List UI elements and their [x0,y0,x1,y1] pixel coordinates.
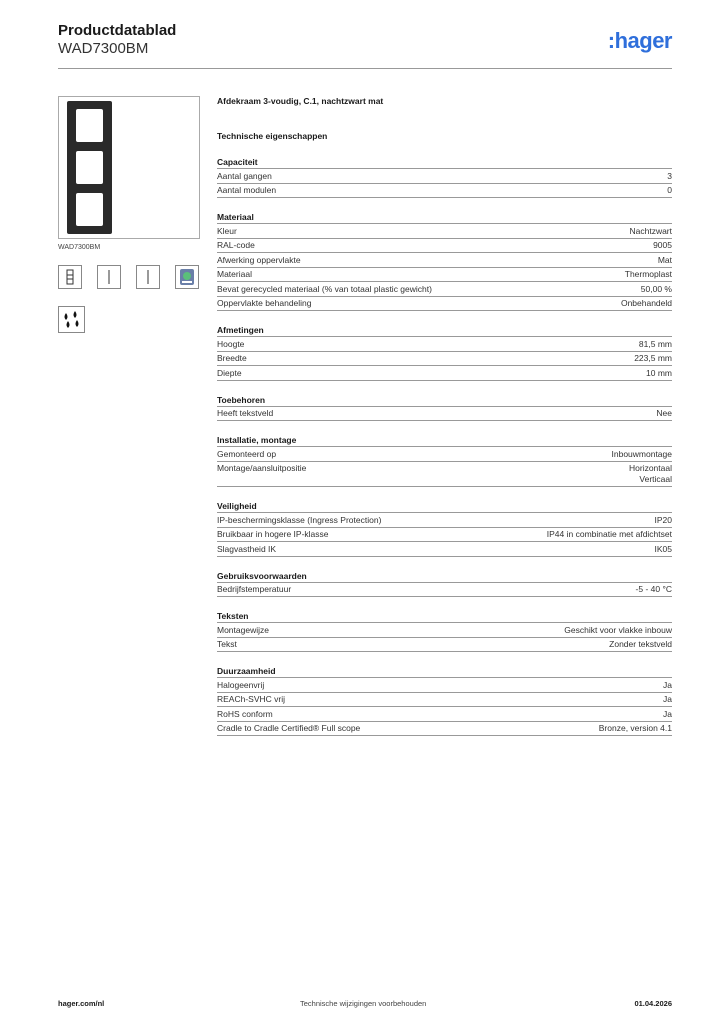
cover-frame-graphic [67,101,112,234]
property-value: 223,5 mm [634,353,672,363]
property-row [217,337,672,352]
document-title: Productdatablad [58,22,177,39]
property-row [217,253,672,268]
section-title: Toebehoren [217,394,672,407]
property-value: 81,5 mm [638,338,672,349]
section-title: Gebruiksvoorwaarden [217,570,672,583]
property-value: Ja [663,679,672,690]
property-row [217,678,672,693]
property-label: Gemonteerd op [217,448,277,459]
property-row [217,169,672,184]
property-row [217,224,672,239]
single-line-icon [97,265,121,289]
footer-date: 01.04.2026 [634,999,672,1008]
property-label: Bevat gerecycled materiaal (% van totaal plastic gewicht) [217,283,432,294]
section-title: Installatie, montage [217,434,672,447]
property-value: 10 mm [646,367,672,378]
property-label: IP-beschermingsklasse (Ingress Protection) [217,514,382,525]
property-label: Afwerking oppervlakte [217,254,301,265]
section-title: Veiligheid [217,500,672,513]
image-caption: WAD7300BM [58,244,101,251]
property-label: RoHS conform [217,708,273,719]
product-image [58,96,200,239]
section-title: Afmetingen [217,324,672,337]
property-value: Horizontaal Verticaal [629,463,672,484]
property-value: Mat [657,254,672,265]
property-label: Bedrijfstemperatuur [217,584,292,594]
property-value: -5 - 40 °C [635,584,672,594]
property-label: Bruikbaar in hogere IP-klasse [217,529,329,539]
property-value: Zonder tekstveld [609,639,672,649]
property-value: Ja [663,708,672,719]
property-label: Montagewijze [217,624,269,635]
property-row [217,366,672,381]
property-value: Geschikt voor vlakke inbouw [564,624,672,635]
header-divider [58,68,672,69]
property-value: Bronze, version 4.1 [598,723,672,733]
property-value: 0 [667,185,672,195]
property-label: Oppervlakte behandeling [217,298,312,308]
section-title: Materiaal [217,211,672,224]
property-label: Materiaal [217,269,252,279]
section-title: Capaciteit [217,156,672,169]
property-label: Cradle to Cradle Certified® Full scope [217,723,361,733]
property-label: Halogeenvrij [217,679,265,690]
property-row [217,722,672,737]
property-label: RAL-code [217,240,255,250]
property-row [217,528,672,543]
property-label: Breedte [217,353,247,363]
property-row [217,513,672,528]
property-row [217,638,672,653]
property-row [217,297,672,312]
water-drops-icon [58,306,85,333]
property-row [217,542,672,557]
property-value: 50,00 % [640,283,672,294]
property-value: IP20 [654,514,672,525]
hager-logo: :hager [607,28,672,53]
product-code: WAD7300BM [58,40,149,57]
property-row [217,268,672,283]
page-header [58,22,176,58]
footer-disclaimer: Technische wijzigingen voorbehouden [300,999,427,1008]
property-row [217,282,672,297]
property-label: Aantal gangen [217,170,272,181]
property-value: Inbouwmontage [611,448,672,459]
property-row [217,407,672,422]
property-label: REACh-SVHC vrij [217,694,286,704]
property-label: Heeft tekstveld [217,408,274,418]
property-value: IP44 in combinatie met afdichtset [546,529,672,539]
property-row [217,693,672,708]
single-line-icon [136,265,160,289]
property-value: Thermoplast [624,269,672,279]
property-label: Diepte [217,367,242,378]
property-value: IK05 [654,543,672,554]
property-value: Onbehandeld [620,298,672,308]
section-title: Teksten [217,610,672,623]
certified-badge-icon [175,265,199,289]
technical-properties-title: Technische eigenschappen [217,131,328,141]
property-row [217,707,672,722]
property-row [217,184,672,199]
property-label: Aantal modulen [217,185,277,195]
property-label: Montage/aansluitpositie [217,463,307,473]
properties-table [217,156,672,736]
footer-website-link[interactable]: hager.com/nl [58,999,105,1008]
property-row [217,239,672,254]
property-label: Tekst [217,639,237,649]
property-value: 3 [667,170,672,181]
section-title: Duurzaamheid [217,665,672,678]
property-label: Slagvastheid IK [217,543,277,554]
property-value: Ja [663,694,672,704]
property-value: Nachtzwart [629,225,672,236]
logo-text: hager [614,28,672,53]
property-label: Kleur [217,225,237,236]
property-row [217,447,672,462]
property-value: 9005 [653,240,672,250]
property-row [217,623,672,638]
property-value: Nee [656,408,672,418]
property-row [217,583,672,598]
property-row [217,462,672,488]
grid-icon [58,265,82,289]
property-label: Hoogte [217,338,245,349]
property-row [217,352,672,367]
product-name: Afdekraam 3-voudig, C.1, nachtzwart mat [217,96,384,106]
